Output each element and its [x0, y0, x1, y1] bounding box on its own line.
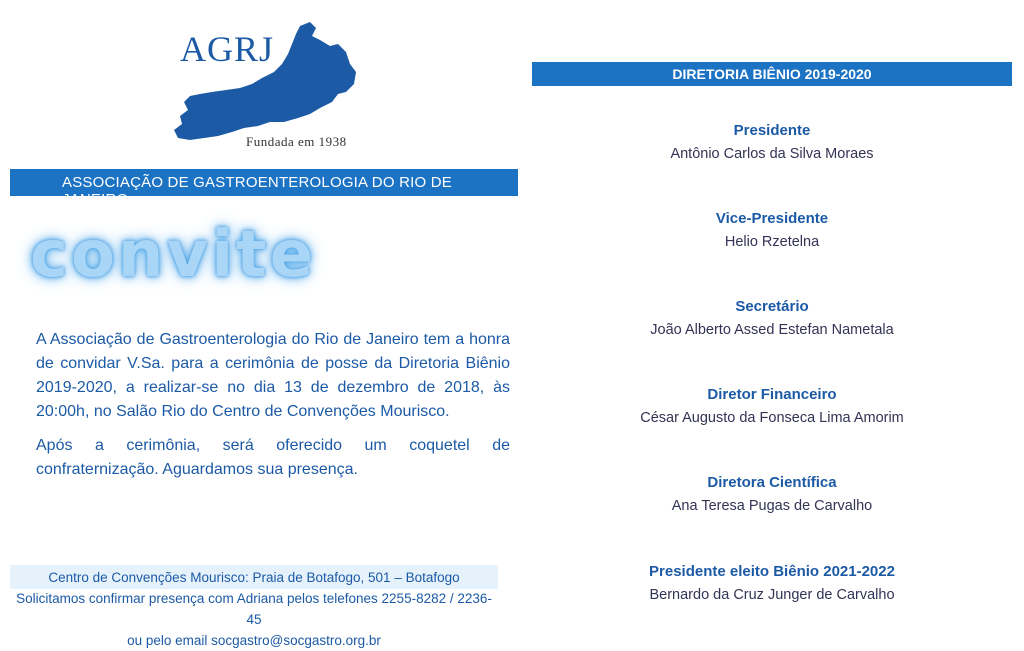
member-role: Presidente eleito Biênio 2021-2022: [649, 563, 895, 580]
association-name: ASSOCIAÇÃO DE GASTROENTEROLOGIA DO RIO DE JANEIRO: [62, 174, 452, 208]
directory-title: DIRETORIA BIÊNIO 2019-2020: [672, 66, 872, 82]
directory-entry: [532, 474, 1012, 514]
member-name: João Alberto Assed Estefan Nametala: [650, 322, 894, 338]
member-role: Diretor Financeiro: [707, 386, 837, 403]
member-name: César Augusto da Fonseca Lima Amorim: [640, 410, 904, 426]
directory-entry: [532, 298, 1012, 338]
directory-entry: [532, 210, 1012, 250]
logo-acronym: AGRJ: [180, 29, 275, 69]
agrj-logo: [160, 18, 380, 158]
member-name: Bernardo da Cruz Junger de Carvalho: [649, 587, 895, 603]
rsvp-text: Solicitamos confirmar presença com Adriana pelos telefones 2255-8282 / 2236-45: [16, 591, 492, 627]
invitation-paragraph: Após a cerimônia, será oferecido um coquetel de confraternização. Aguardamos sua presença.: [36, 437, 510, 478]
member-name: Helio Rzetelna: [724, 234, 820, 250]
member-name: Ana Teresa Pugas de Carvalho: [671, 498, 873, 514]
association-header-bar: [10, 169, 518, 208]
directory-entry: [532, 563, 1012, 603]
member-role: Vice-Presidente: [715, 210, 829, 227]
directory-entry: [532, 386, 1012, 426]
invitation-title: convite: [30, 218, 317, 292]
member-name: Antônio Carlos da Silva Moraes: [670, 146, 874, 162]
rsvp-email: ou pelo email socgastro@socgastro.org.br: [127, 633, 381, 648]
directory-header-bar: [532, 62, 1012, 86]
invitation-footer: [10, 567, 498, 651]
invitation-body: [36, 328, 510, 492]
venue-address: Centro de Convenções Mourisco: Praia de Botafogo, 501 – Botafogo: [48, 570, 460, 585]
invitation-paragraph: A Associação de Gastroenterologia do Rio de Janeiro tem a honra de convidar V.Sa. para a cerimônia de posse da Diretoria Biênio 2019-2020, a realizar-se no dia 13 de dezembro de 2018, às 20:00h, no Salão Rio do Centro de Convenções Mourisco.: [36, 331, 510, 420]
directory-entry: [532, 122, 1012, 162]
member-role: Secretário: [735, 298, 809, 315]
member-role: Presidente: [733, 122, 811, 139]
logo-founded-text: Fundada em 1938: [246, 134, 347, 149]
member-role: Diretora Científica: [707, 474, 837, 491]
